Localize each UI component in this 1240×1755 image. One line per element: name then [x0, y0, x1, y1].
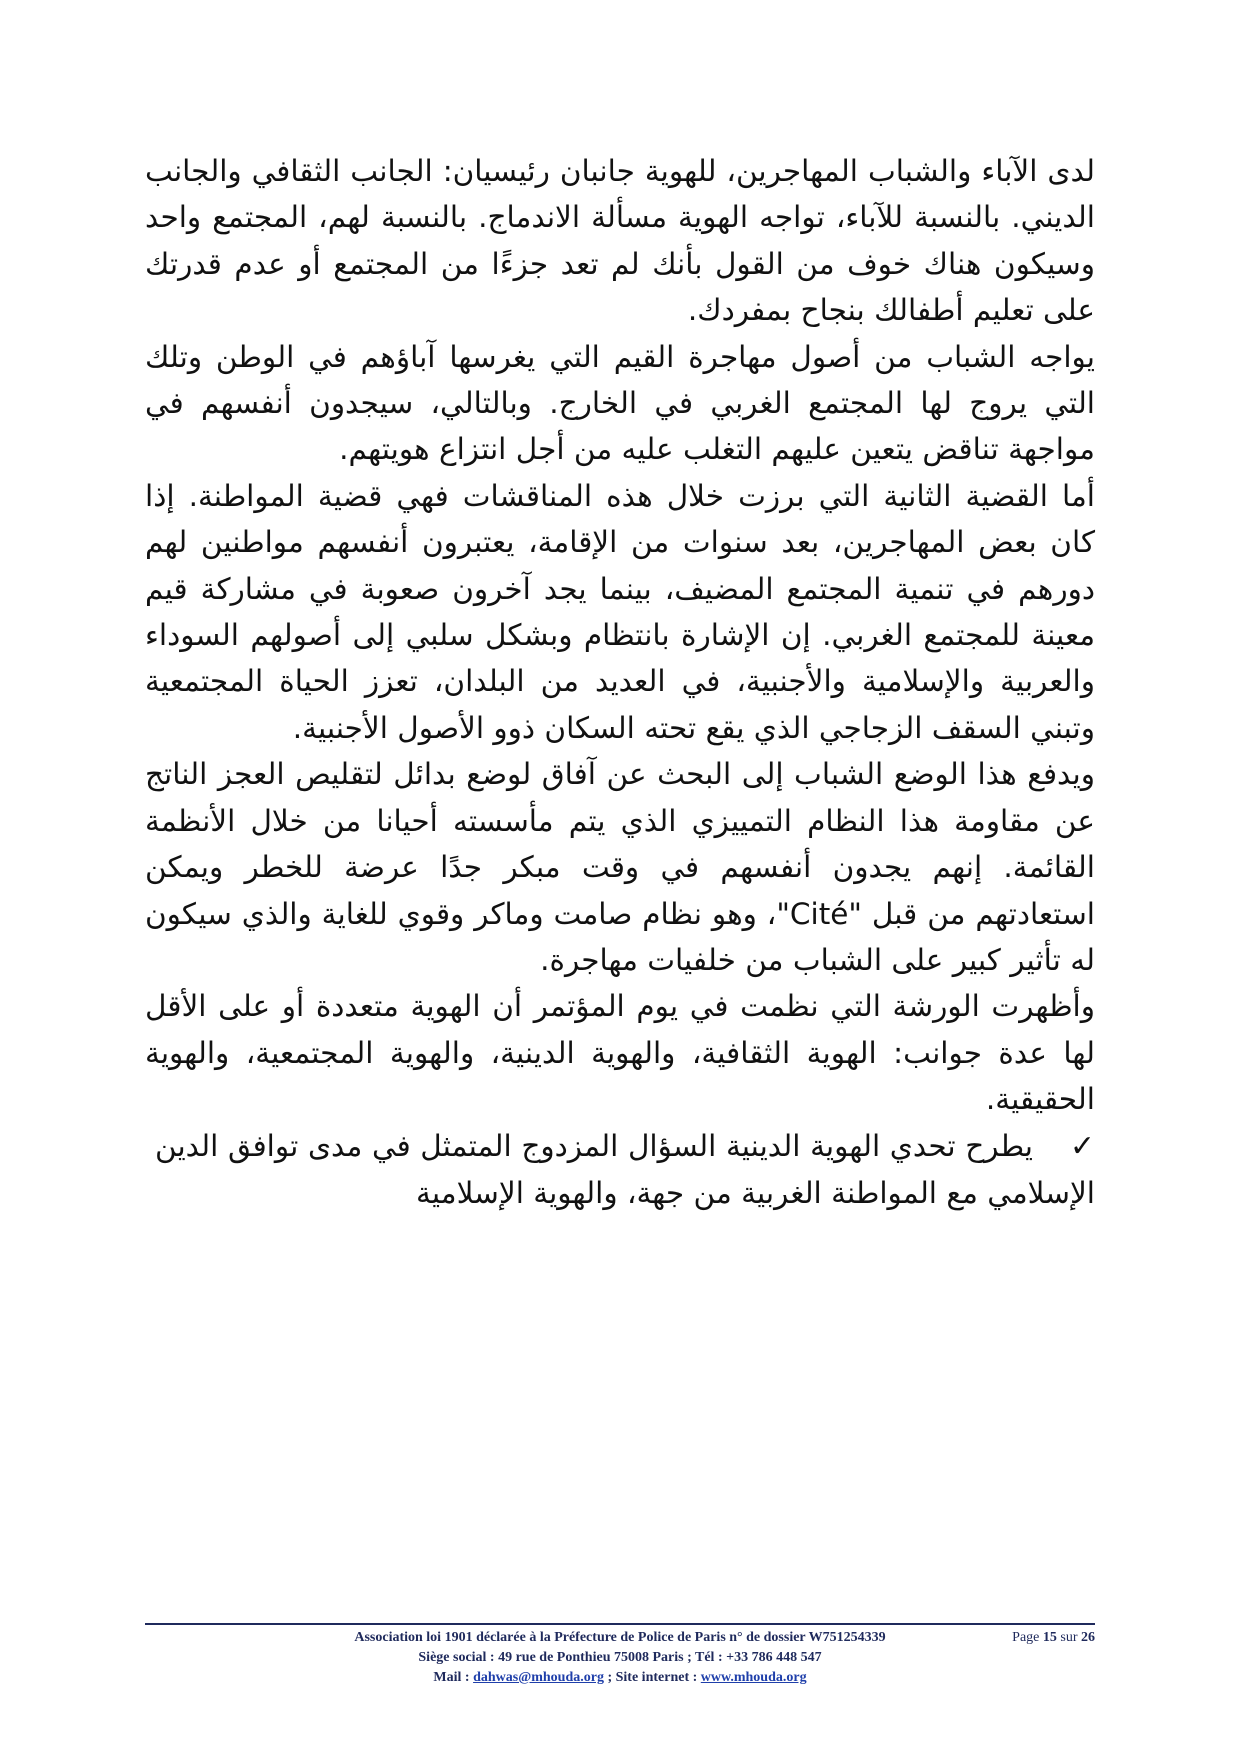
page-current: 15	[1042, 1630, 1057, 1645]
footer-divider	[145, 1623, 1095, 1625]
site-label: ; Site internet :	[607, 1670, 698, 1685]
paragraph-youth-values: يواجه الشباب من أصول مهاجرة القيم التي يغرسها آباؤهم في الوطن وتلك التي يروج لها المجتمع الغربي في الخارج. وبالتالي، سيجدون أنفسهم في مواجهة تناقض يتعين عليهم التغلب عليه من أجل انتزاع هويتهم.	[145, 339, 1095, 467]
bullet-text: يطرح تحدي الهوية الدينية السؤال المزدوج المتمثل في مدى توافق الدين الإسلامي مع المواطنة الغربية من جهة، والهوية الإسلامية	[155, 1128, 1095, 1210]
email-link[interactable]: dahwas@mhouda.org	[473, 1670, 604, 1685]
page-total: 26	[1081, 1630, 1095, 1645]
paragraph-citizenship: أما القضية الثانية التي برزت خلال هذه المناقشات فهي قضية المواطنة. إذا كان بعض المهاجرين، بعد سنوات من الإقامة، يعتبرون أنفسهم مواطنين لهم دورهم في تنمية المجتمع المضيف، بينما يجد آخرون صعوبة في مشاركة قيم معينة للمجتمع الغربي. إن الإشارة بانتظام وبشكل سلبي إلى أصولهم السوداء والعربية والإسلامية والأجنبية، في العديد من البلدان، تعزز الحياة المجتمعية وتبني السقف الزجاجي الذي يقع تحته السكان ذوو الأصول الأجنبية.	[145, 478, 1095, 745]
paragraph-workshop: وأظهرت الورشة التي نظمت في يوم المؤتمر أن الهوية متعددة أو على الأقل لها عدة جوانب: الهوية الثقافية، والهوية الدينية، والهوية المجتمعية، والهوية الحقيقية.	[145, 989, 1095, 1117]
bullet-religious-identity	[145, 1123, 1095, 1217]
page-footer	[145, 1628, 1095, 1688]
paragraph-identity-aspects: لدى الآباء والشباب المهاجرين، للهوية جانبان رئيسيان: الجانب الثقافي والجانب الديني. بالنسبة للآباء، تواجه الهوية مسألة الاندماج. بالنسبة لهم، المجتمع واحد وسيكون هناك خوف من القول بأنك لم تعد جزءًا من المجتمع أو عدم قدرتك على تعليم أطفالك بنجاح بمفردك.	[145, 154, 1095, 328]
paragraph-discrimination: ويدفع هذا الوضع الشباب إلى البحث عن آفاق لوضع بدائل لتقليص العجز الناتج عن مقاومة هذا النظام التمييزي الذي يتم مأسسته أحيانا من خلال الأنظمة القائمة. إنهم يجدون أنفسهم في وقت مبكر جدًا عرضة للخطر ويمكن استعادتهم من قبل "Cité"، وهو نظام صامت وماكر وقوي للغاية والذي سيكون له تأثير كبير على الشباب من خلفيات مهاجرة.	[145, 757, 1095, 977]
document-body	[145, 148, 1095, 1216]
association-notice: Association loi 1901 déclarée à la Préfecture de Police de Paris n° de dossier W751254339	[354, 1630, 886, 1645]
mail-label: Mail :	[433, 1670, 470, 1685]
website-link[interactable]: www.mhouda.org	[700, 1670, 807, 1685]
footer-line-address: Siège social : 49 rue de Ponthieu 75008 Paris ; Tél : +33 786 448 547	[418, 1650, 822, 1665]
footer-line-association	[145, 1628, 1095, 1648]
footer-line-contact	[145, 1668, 1095, 1688]
page-number: Page 15 sur 26	[1012, 1630, 1095, 1645]
checkmark-icon: ✓	[1069, 1128, 1095, 1164]
